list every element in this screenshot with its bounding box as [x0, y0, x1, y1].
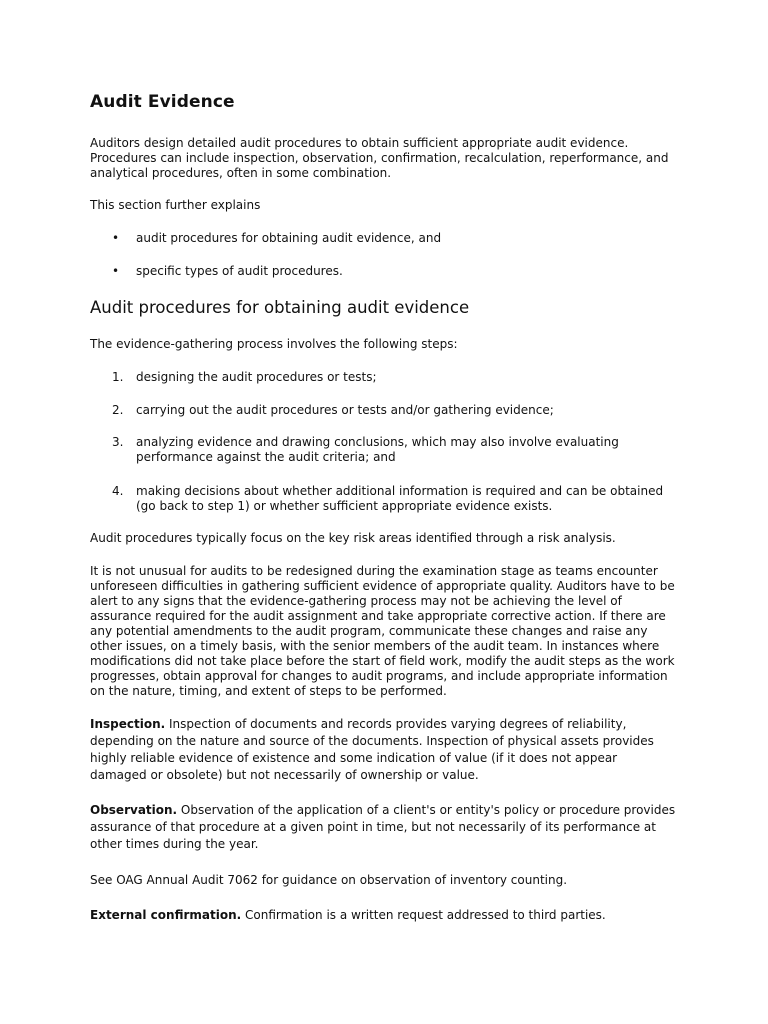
section-heading: Audit procedures for obtaining audit evidence: [90, 298, 470, 317]
step-text: analyzing evidence and drawing conclusions, which may also involve evaluating performance against the audit criteria; and: [136, 435, 619, 464]
bullet-marker: •: [112, 231, 120, 245]
step-number: 4.: [112, 484, 124, 498]
inspection-text: Inspection of documents and records provides varying degrees of reliability, depending on the nature and source of the documents. Inspection of physical assets provides highly reliable evidence of existence and some indication of value (if it does not appear damaged or obsolete) but not necessarily of ownership or value.: [90, 717, 654, 782]
external-confirmation-label: External confirmation.: [90, 908, 242, 922]
step-text: making decisions about whether additional information is required and can be obtained (go back to step 1) or whether sufficient appropriate evidence exists.: [136, 484, 664, 513]
observation-label: Observation.: [90, 803, 178, 817]
step-text: designing the audit procedures or tests;: [136, 370, 377, 384]
step-number: 1.: [112, 370, 124, 384]
oag-paragraph: See OAG Annual Audit 7062 for guidance on observation of inventory counting.: [90, 873, 568, 887]
inspection-paragraph: [90, 716, 660, 784]
observation-text: Observation of the application of a client's or entity's policy or procedure provides assurance of that procedure at a given point in time, but not necessarily of its performance at other times during the year.: [90, 803, 676, 851]
step-number: 3.: [112, 435, 124, 449]
redesign-paragraph: It is not unusual for audits to be redesigned during the examination stage as teams encounter unforeseen difficulties in gathering sufficient evidence of appropriate quality. Auditors have to be alert to any signs that the evidence-gathering process may not be achieving the level of assurance required for the audit assignment and take appropriate corrective action. If there are any potential amendments to the audit program, communicate these changes and raise any other issues, on a timely basis, with the senior members of the audit team. In instances where modifications did not take place before the start of field work, modify the audit steps as the work progresses, obtain approval for changes to audit programs, and include appropriate information on the nature, timing, and extent of steps to be performed.: [90, 564, 675, 698]
bullet-marker: •: [112, 264, 120, 278]
risk-paragraph: Audit procedures typically focus on the key risk areas identified through a risk analysis.: [90, 531, 616, 545]
external-confirmation-paragraph: [90, 908, 680, 923]
inspection-label: Inspection.: [90, 717, 166, 731]
observation-paragraph: [90, 802, 680, 853]
steps-lead: The evidence-gathering process involves the following steps:: [90, 337, 458, 351]
intro-paragraph: Auditors design detailed audit procedures to obtain sufficient appropriate audit evidence. Procedures can include inspection, observation, confirmation, recalculation, reperformance, and analytical procedures, often in some combination.: [90, 136, 669, 180]
step-number: 2.: [112, 403, 124, 417]
section-lead: This section further explains: [90, 198, 261, 212]
bullet-text: specific types of audit procedures.: [136, 264, 343, 278]
bullet-text: audit procedures for obtaining audit evidence, and: [136, 231, 442, 245]
step-text: carrying out the audit procedures or tests and/or gathering evidence;: [136, 403, 554, 417]
external-confirmation-text: Confirmation is a written request addressed to third parties.: [241, 908, 606, 922]
page-title: Audit Evidence: [90, 92, 235, 112]
